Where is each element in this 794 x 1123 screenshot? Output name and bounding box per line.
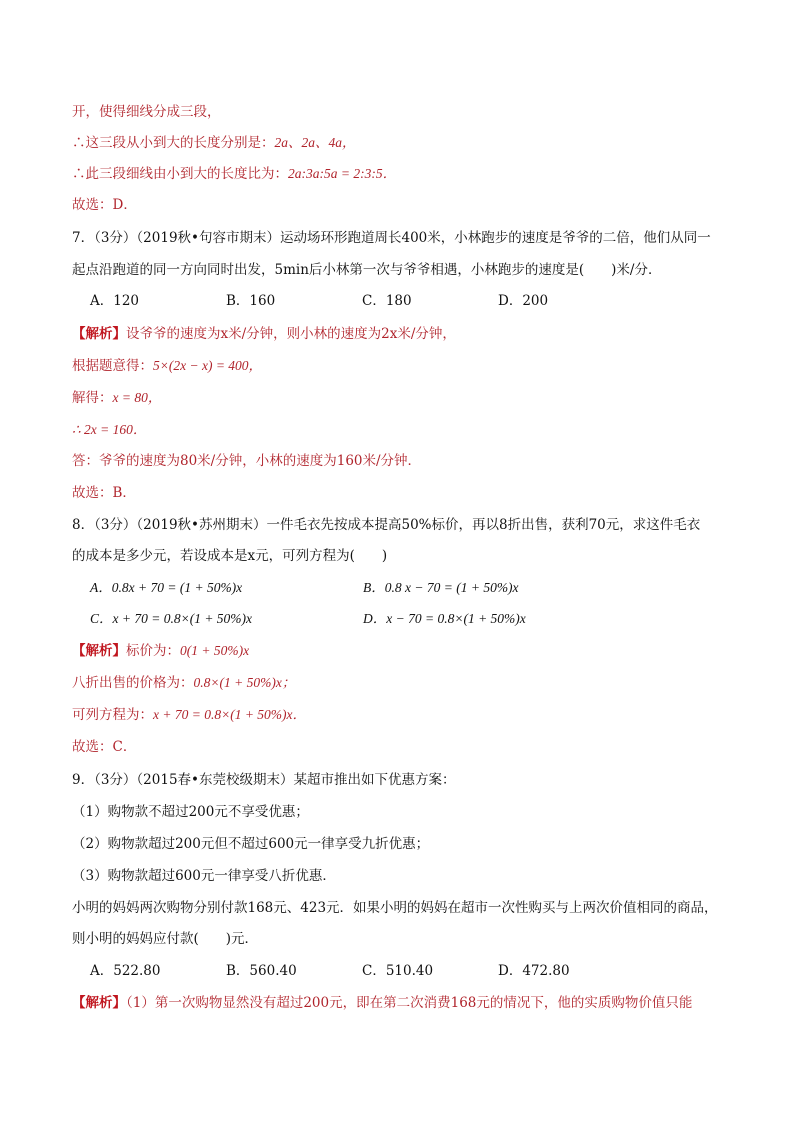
question-9-line5: 小明的妈妈两次购物分别付款168元、423元．如果小明的妈妈在超市一次性购买与上两次价值相同的商品， — [72, 900, 718, 916]
option-a: A．522.80 — [90, 963, 161, 979]
math-expr: 0(1 + 50%)x — [180, 643, 250, 658]
solution-line — [72, 994, 692, 1012]
question-7-line1: 7．（3分）（2019秋•句容市期末）运动场环形跑道周长400米，小林跑步的速度是爷爷的二倍，他们从同一 — [72, 230, 711, 246]
text-line — [72, 165, 396, 183]
option-d: D．x − 70 = 0.8×(1 + 50%)x — [363, 611, 526, 626]
solution-line — [72, 389, 161, 407]
option-d: D．200 — [498, 293, 549, 309]
text-span: 解得： — [72, 390, 113, 406]
solution-line: 答：爷爷的速度为80米/分钟，小林的速度为160米/分钟． — [72, 453, 422, 469]
analysis-tag: 【解析】 — [72, 643, 126, 659]
solution-line — [72, 357, 262, 375]
solution-line: 故选：C． — [72, 739, 137, 755]
math-expr: 5×(2x − x) = 400， — [153, 358, 263, 373]
text-span: 根据题意得： — [72, 358, 153, 374]
text-span: 八折出售的价格为： — [72, 675, 194, 691]
solution-line — [72, 706, 306, 724]
question-8-line2: 的成本是多少元，若设成本是x元，可列方程为( ) — [72, 548, 388, 564]
option-c: C．180 — [362, 293, 412, 309]
analysis-tag: 【解析】 — [72, 326, 126, 342]
question-9-line1: 9．（3分）（2015春•东莞校级期末）某超市推出如下优惠方案： — [72, 772, 456, 788]
math-expr: 0.8×(1 + 50%)x； — [193, 675, 296, 690]
text-line: 故选：D． — [72, 197, 137, 213]
analysis-tag: 【解析】 — [72, 995, 126, 1011]
question-9-line6: 则小明的妈妈应付款( )元． — [72, 931, 259, 947]
solution-line — [72, 642, 249, 660]
option-c: C．510.40 — [362, 963, 434, 979]
question-9-line4: （3）购物款超过600元一律享受八折优惠． — [72, 868, 336, 884]
question-8-line1: 8．（3分）（2019秋•苏州期末）一件毛衣先按成本提高50%标价，再以8折出售，获利70元，求这件毛衣 — [72, 517, 701, 533]
option-b: B．560.40 — [226, 963, 297, 979]
text-line: 开，使得细线分成三段， — [72, 104, 221, 120]
math-expr: x = 80， — [112, 390, 162, 405]
solution-line: ∴ 2x = 160． — [72, 422, 147, 437]
text-span: ∴这三段从小到大的长度分别是： — [72, 135, 275, 151]
option-a: A．0.8x + 70 = (1 + 50%)x — [90, 580, 243, 595]
text-span: ∴此三段细线由小到大的长度比为： — [72, 166, 288, 182]
text-span: 可列方程为： — [72, 707, 153, 723]
text-span: 设爷爷的速度为x米/分钟，则小林的速度为2x米/分钟， — [126, 326, 456, 342]
math-expr: 2a、2a、4a， — [274, 135, 356, 150]
math-expr: x + 70 = 0.8×(1 + 50%)x． — [153, 707, 307, 722]
solution-line: 故选：B． — [72, 485, 136, 501]
option-b: B．0.8 x − 70 = (1 + 50%)x — [363, 580, 519, 595]
math-expr: 2a:3a:5a = 2:3:5． — [288, 166, 397, 181]
option-b: B．160 — [226, 293, 276, 309]
question-9-line2: （1）购物款不超过200元不享受优惠； — [72, 804, 309, 820]
text-span: （1）第一次购物显然没有超过200元，即在第二次消费168元的情况下，他的实质购物价值只能 — [126, 995, 693, 1011]
solution-line — [72, 674, 295, 692]
option-d: D．472.80 — [498, 963, 570, 979]
option-c: C．x + 70 = 0.8×(1 + 50%)x — [90, 611, 253, 626]
text-line — [72, 134, 356, 152]
text-span: 标价为： — [126, 643, 180, 659]
option-a: A．120 — [90, 293, 140, 309]
solution-line — [72, 325, 456, 343]
question-7-line2: 起点沿跑道的同一方向同时出发，5min后小林第一次与爷爷相遇，小林跑步的速度是( )米/分． — [72, 262, 662, 278]
question-9-line3: （2）购物款超过200元但不超过600元一律享受九折优惠； — [72, 836, 430, 852]
